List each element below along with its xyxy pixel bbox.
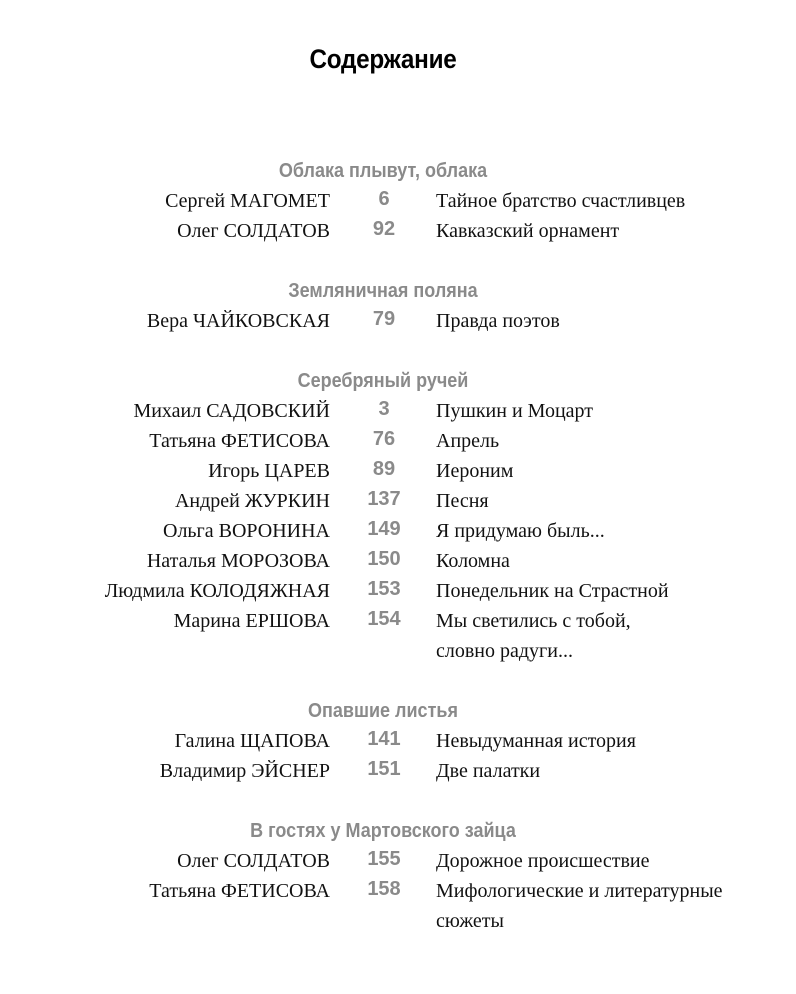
toc-section	[0, 366, 796, 666]
entry-title: Мы светились с тобой, словно радуги...	[436, 610, 631, 662]
entry-page-number: 89	[372, 458, 396, 480]
toc-entry	[0, 726, 796, 756]
entry-author: Андрей ЖУРКИН	[174, 490, 330, 512]
entry-page-number: 3	[378, 398, 390, 420]
toc-entry	[0, 396, 796, 426]
entry-title: Кавказский орнамент	[436, 220, 620, 242]
entry-page-number: 153	[367, 578, 401, 600]
entry-author: Владимир ЭЙСНЕР	[159, 760, 330, 782]
entry-author: Марина ЕРШОВА	[173, 610, 330, 632]
section-heading: Опавшие листья	[308, 700, 458, 722]
table-of-contents	[0, 156, 796, 966]
entry-author: Людмила КОЛОДЯЖНАЯ	[104, 580, 330, 602]
entry-page-number: 141	[367, 728, 401, 750]
toc-entry	[0, 486, 796, 516]
entry-title: Песня	[436, 490, 489, 512]
entry-page-number: 151	[367, 758, 401, 780]
section-heading: Облака плывут, облака	[278, 160, 488, 182]
entry-author: Наталья МОРОЗОВА	[146, 550, 330, 572]
entry-page-number: 155	[367, 848, 401, 870]
section-heading: В гостях у Мартовского зайца	[250, 820, 516, 842]
entry-title: Дорожное происшествие	[436, 850, 650, 872]
entry-title: Две палатки	[436, 760, 541, 782]
toc-section	[0, 816, 796, 936]
page-title: Содержание	[309, 44, 457, 74]
section-heading: Земляничная поляна	[288, 280, 478, 302]
toc-entry	[0, 306, 796, 336]
entry-page-number: 79	[372, 308, 396, 330]
entry-author: Вера ЧАЙКОВСКАЯ	[146, 310, 330, 332]
entry-title: Мифологические и литературные сюжеты	[436, 880, 723, 932]
entry-author: Сергей МАГОМЕТ	[165, 190, 330, 212]
toc-entry	[0, 456, 796, 486]
entry-author: Игорь ЦАРЕВ	[208, 460, 330, 482]
toc-section	[0, 276, 796, 336]
section-heading: Серебряный ручей	[297, 370, 469, 392]
entry-title: Правда поэтов	[436, 310, 560, 332]
entry-title: Я придумаю быль...	[436, 520, 605, 542]
toc-section	[0, 156, 796, 246]
entry-title: Пушкин и Моцарт	[436, 400, 594, 422]
entry-title: Коломна	[436, 550, 510, 572]
toc-entry	[0, 876, 796, 936]
entry-author: Ольга ВОРОНИНА	[163, 520, 330, 542]
entry-page-number: 76	[372, 428, 396, 450]
toc-section	[0, 696, 796, 786]
entry-author: Михаил САДОВСКИЙ	[133, 400, 330, 422]
toc-entry	[0, 186, 796, 216]
entry-page-number: 158	[367, 878, 401, 900]
entry-title: Тайное братство счастливцев	[436, 190, 686, 212]
entry-title: Невыдуманная история	[436, 730, 636, 752]
toc-entry	[0, 756, 796, 786]
entry-page-number: 137	[367, 488, 401, 510]
toc-entry	[0, 606, 796, 666]
toc-entry	[0, 516, 796, 546]
toc-entry	[0, 216, 796, 246]
toc-entry	[0, 846, 796, 876]
entry-page-number: 154	[367, 608, 401, 630]
entry-author: Олег СОЛДАТОВ	[177, 850, 330, 872]
entry-title: Понедельник на Страстной	[436, 580, 669, 602]
toc-entry	[0, 426, 796, 456]
entry-page-number: 150	[367, 548, 401, 570]
entry-title: Иероним	[436, 460, 514, 482]
entry-author: Галина ЩАПОВА	[174, 730, 330, 752]
entry-page-number: 92	[372, 218, 396, 240]
entry-author: Татьяна ФЕТИСОВА	[149, 430, 330, 452]
entry-author: Татьяна ФЕТИСОВА	[149, 880, 330, 902]
toc-entry	[0, 546, 796, 576]
entry-author: Олег СОЛДАТОВ	[177, 220, 330, 242]
toc-entry	[0, 576, 796, 606]
entry-page-number: 6	[378, 188, 390, 210]
entry-page-number: 149	[367, 518, 401, 540]
entry-title: Апрель	[436, 430, 500, 452]
